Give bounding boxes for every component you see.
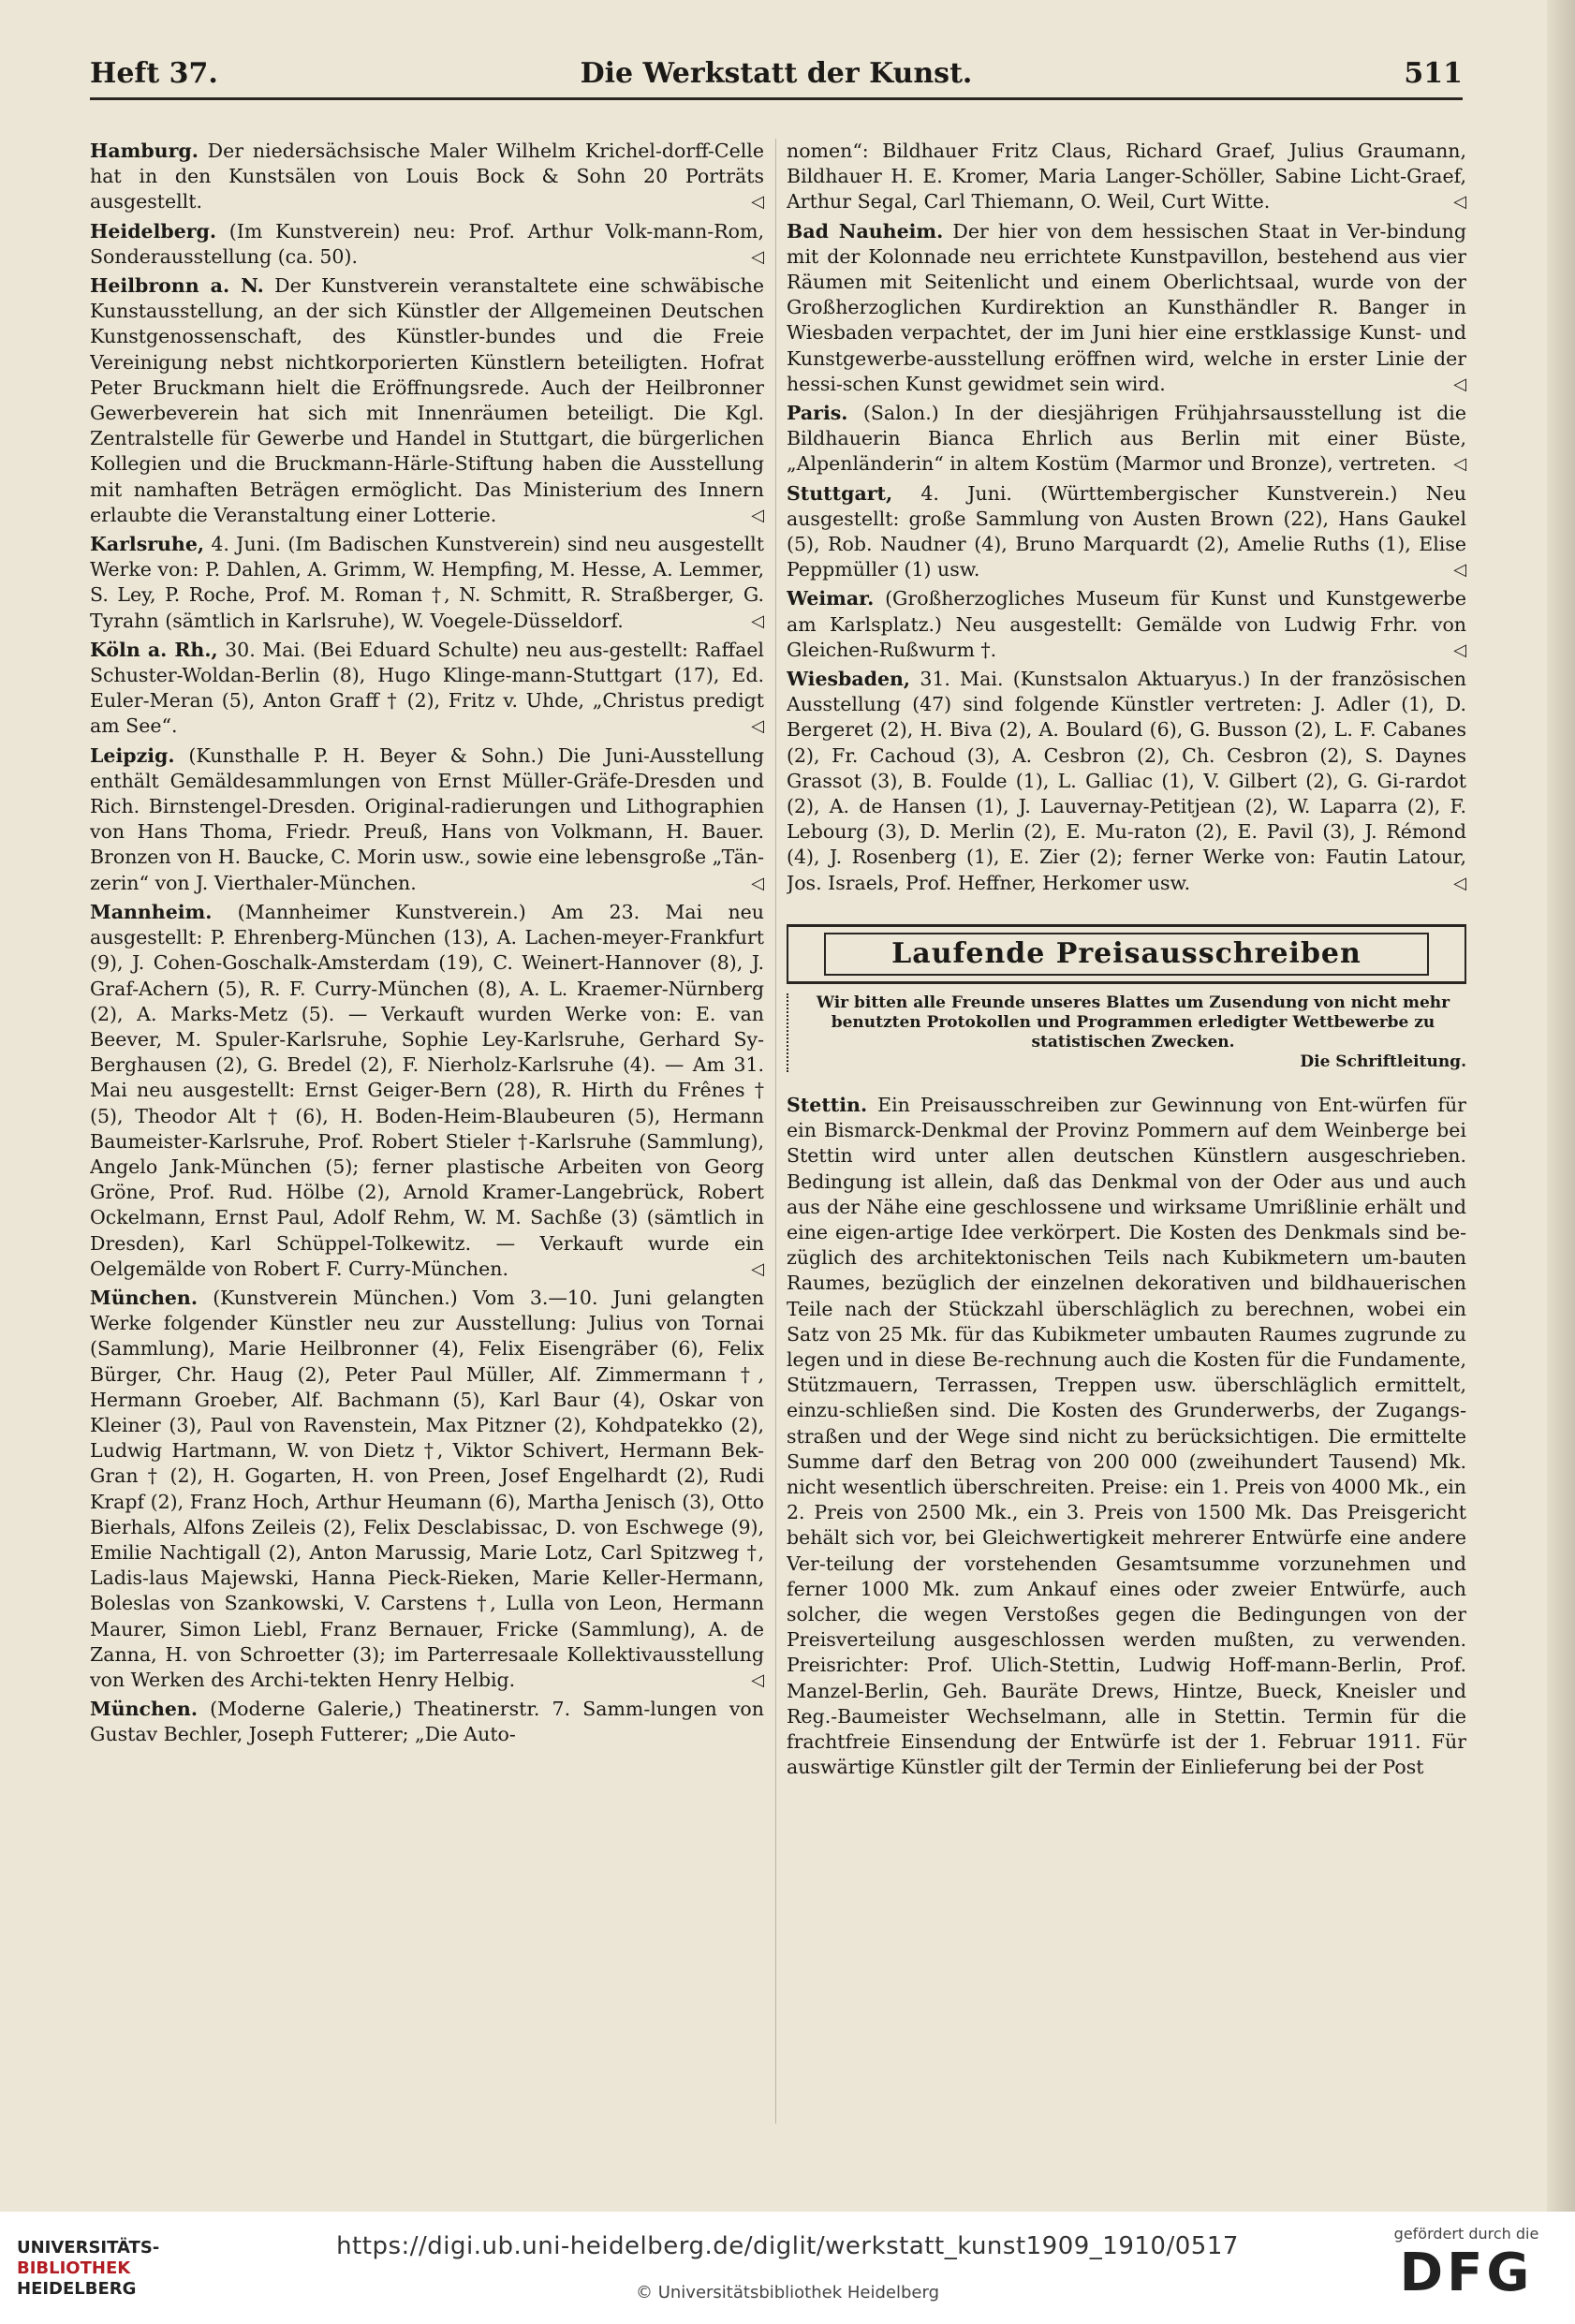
end-mark-icon: ◁	[1453, 454, 1466, 475]
news-entry	[787, 401, 1466, 478]
section-title-frame	[824, 933, 1429, 976]
news-entry	[787, 1093, 1466, 1780]
end-mark-icon: ◁	[1453, 192, 1466, 213]
entry-text: 31. Mai. (Kunstsalon Aktuaryus.) In der französischen Ausstellung (47) sind folgende Künstler vertreten: J. Adler (1), D. Bergeret (2), H. Biva (2), A. Boulard (6), G. Busson (2), L. F. Cabanes (2), Fr. Cachoud (3), A. Cesbron (2), Ch. Cesbron (2), S. Daynes Grassot (3), B. Foulde (1), L. Galliac (1), V. Gilbert (2), G. Gi-rardot (2), A. de Hansen (1), J. Lauvernay-Petitjean (2), W. Laparra (2), F. Lebourg (3), D. Merlin (2), E. Mu-raton (2), E. Pavil (3), J. Rémond (4), J. Rosenberg (1), E. Zier (2); ferner Werke von: Fautin Latour, Jos. Israels, Prof. Heffner, Herkomer usw.	[787, 668, 1466, 894]
entry-text: (Im Kunstverein) neu: Prof. Arthur Volk-mann-Rom, Sonderausstellung (ca. 50).	[90, 219, 764, 268]
entry-text: (Kunsthalle P. H. Beyer & Sohn.) Die Juni-Ausstellung enthält Gemäldesammlungen von Ernst Müller-Gräfe-Dresden und Rich. Birnstengel-Dresden. Original-radierungen und Lithographien von Hans Thoma, Friedr. Preuß, Hans von Volkmann, H. Bauer. Bronzen von H. Baucke, C. Morin usw., sowie eine lebensgroße „Tän-zerin“ von J. Vierthaler-München.	[90, 743, 764, 894]
entry-place: München.	[90, 1698, 198, 1721]
right-column	[787, 139, 1466, 2124]
entry-text: 4. Juni. (Württembergischer Kunstverein.) Neu ausgestellt: große Sammlung von Austen Brown (22), Hans Gaukel (5), Rob. Naudner (4), Bruno Marquardt (2), Amelie Ruths (1), Elise Peppmüller (1) usw.	[787, 481, 1466, 581]
entry-text: Der niedersächsische Maler Wilhelm Krichel-dorff-Celle hat in den Kunstsälen von Louis Bock & Sohn 20 Porträts ausgestellt.	[90, 140, 764, 213]
news-entry	[90, 743, 764, 896]
dfg-logo[interactable]	[1382, 2225, 1551, 2315]
end-mark-icon: ◁	[751, 1258, 764, 1279]
entry-text: nomen“: Bildhauer Fritz Claus, Richard Graef, Julius Graumann, Bildhauer H. E. Kromer, Maria Langer-Schöller, Sabine Licht-Graef, Arthur Segal, Carl Thiemann, O. Weil, Curt Witte.	[787, 140, 1466, 213]
end-mark-icon: ◁	[751, 192, 764, 213]
end-mark-icon: ◁	[751, 716, 764, 737]
end-mark-icon: ◁	[1453, 873, 1466, 893]
logo-line-3: HEIDELBERG	[17, 2279, 137, 2299]
news-entry	[90, 638, 764, 740]
end-mark-icon: ◁	[751, 873, 764, 893]
issue-number: Heft 37.	[90, 57, 218, 90]
news-entry	[90, 532, 764, 634]
news-entry	[787, 139, 1466, 215]
end-mark-icon: ◁	[751, 246, 764, 267]
viewer-footer	[0, 2212, 1575, 2324]
entry-place: Bad Nauheim.	[787, 219, 944, 243]
page-edge-shadow	[1547, 0, 1575, 2212]
news-entry	[90, 1697, 764, 1747]
left-column	[90, 139, 764, 2124]
end-mark-icon: ◁	[751, 505, 764, 525]
news-entry	[787, 667, 1466, 896]
funder-caption: gefördert durch die	[1393, 2225, 1539, 2243]
entry-place: Köln a. Rh.,	[90, 638, 218, 661]
funder-name: DFG	[1399, 2243, 1534, 2303]
entry-text: Der Kunstverein veranstaltete eine schwäbische Kunstausstellung, an der sich Künstler der Allgemeinen Deutschen Kunstgenossenschaft, des Künstler-bundes und die Freie Vereinigung nebst nichtkorporierten Künstlern beteiligten. Hofrat Peter Bruckmann hielt die Eröffnungsrede. Auch der Heilbronner Gewerbeverein hat sich mit Innenräumen beteiligt. Die Kgl. Zentralstelle für Gewerbe und Handel in Stuttgart, die bürgerlichen Kollegien und die Bruckmann-Härle-Stiftung haben die Ausstellung mit namhaften Beträgen ermöglicht. Das Ministerium des Innern erlaubte die Veranstaltung einer Lotterie.	[90, 274, 764, 526]
editorial-signature: Die Schriftleitung.	[1300, 1052, 1466, 1071]
entry-place: Leipzig.	[90, 743, 175, 767]
right-column-entries	[787, 139, 1466, 896]
news-entry	[90, 1286, 764, 1693]
box-rule-right	[1465, 927, 1466, 981]
end-mark-icon: ◁	[751, 610, 764, 631]
editorial-note-text: Wir bitten alle Freunde unseres Blattes um Zusendung von nicht mehr benutzten Protokollen und Programmen erledigter Wettbewerbe zu statistischen Zwecken.	[816, 993, 1450, 1052]
entry-place: Wiesbaden,	[787, 668, 911, 691]
running-head	[90, 49, 1463, 100]
logo-line-1: UNIVERSITÄTS-	[17, 2238, 160, 2258]
journal-title: Die Werkstatt der Kunst.	[580, 57, 973, 90]
entry-place: Karlsruhe,	[90, 533, 205, 556]
page-number: 511	[1404, 57, 1463, 90]
entry-place: Heilbronn a. N.	[90, 274, 264, 298]
section-header-box	[787, 924, 1466, 984]
box-rule-left	[787, 927, 788, 981]
column-rule	[775, 139, 776, 2124]
end-mark-icon: ◁	[751, 1669, 764, 1690]
logo-line-2: BIBLIOTHEK	[17, 2258, 131, 2278]
entry-place: Heidelberg.	[90, 219, 217, 243]
entry-text: Ein Preisausschreiben zur Gewinnung von Ent-würfen für ein Bismarck-Denkmal der Provinz Pommern auf dem Weinberge bei Stettin wird unter allen deutschen Künstlern ausgeschrieben. Bedingung ist allein, daß das Denkmal von der Oder aus und auch aus der Nähe eine geschlossene und wirksame Umrißlinie erhält und eine eigen-artige Idee verkörpert. Die Kosten des Denkmals sind be-züglich des architektonischen Teils nach Kubikmetern um-bauten Raumes, bezüglich der einzelnen dekorativen und bildhauerischen Teile nach der Stückzahl überschläglich zu berechnen, wobei ein Satz von 25 Mk. für das Kubikmeter umbauten Raumes zugrunde zu legen und in diese Be-rechnung auch die Kosten für die Fundamente, Stützmauern, Terrassen, Treppen usw. überschläglich ermittelt, einzu-schließen sind. Die Kosten des Grunderwerbs, der Zugangs-straßen und der Wege sind nicht zu berücksichtigen. Die ermittelte Summe darf den Betrag von 200 000 (zweihundert Tausend) Mk. nicht wesentlich überschreiten. Preise: ein 1. Preis von 4000 Mk., ein 2. Preis von 2500 Mk., ein 3. Preis von 1500 Mk. Das Preisgericht behält sich vor, bei Gleichwertigkeit mehrerer Entwürfe eine andere Ver-teilung der vorstehenden Gesamtsumme vorzunehmen und ferner 1000 Mk. zum Ankauf eines oder zweier Entwürfe, auch solcher, die wegen Verstoßes gegen die Bedingungen von der Preisverteilung ausgeschlossen werden mußten, zu verwenden. Preisrichter: Prof. Ulich-Stettin, Ludwig Hoff-mann-Berlin, Prof. Manzel-Berlin, Geh. Bauräte Drews, Hintze, Bueck, Kneisler und Reg.-Baumeister Wechselmann, alle in Stettin. Termin für die frachtfreie Einsendung der Entwürfe ist der 1. Februar 1911. Für auswärtige Künstler gilt der Termin der Einlieferung bei der Post	[787, 1093, 1466, 1779]
competition-entries	[787, 1093, 1466, 1780]
entry-text: (Kunstverein München.) Vom 3.—10. Juni gelangten Werke folgender Künstler neu zur Ausstellung: Julius von Tornai (Sammlung), Marie Heilbronner (4), Felix Eisengräber (6), Felix Bürger, Chr. Haug (2), Peter Paul Müller, Alf. Zimmermann †, Hermann Groeber, Alf. Bachmann (5), Karl Baur (4), Oskar von Kleiner (3), Paul von Ravenstein, Max Pitzner (2), Kohdpatekko (2), Ludwig Hartmann, W. von Dietz †, Viktor Schivert, Hermann Bek-Gran † (2), H. Gogarten, H. von Preen, Josef Engelhardt (2), Rudi Krapf (2), Franz Hoch, Arthur Heumann (6), Martha Jenisch (3), Otto Bierhals, Alfons Zeileis (2), Felix Desclabissac, D. von Eschwege (9), Emilie Nachtigall (2), Anton Marussig, Marie Lotz, Carl Spitzweg †, Ladis-laus Majewski, Hanna Pieck-Rieken, Marie Keller-Hermann, Boleslas von Szankowski, V. Carstens †, Lulla von Leon, Hermann Maurer, Simon Liebl, Franz Bernauer, Fricke (Sammlung), A. de Zanna, H. von Schroetter (3); im Parterresaale Kollektivausstellung von Werken des Archi-tekten Henry Helbig.	[90, 1286, 764, 1691]
news-entry	[90, 219, 764, 270]
entry-text: (Moderne Galerie,) Theatinerstr. 7. Samm-lungen von Gustav Bechler, Joseph Futterer; „Die Auto-	[90, 1698, 764, 1746]
entry-place: München.	[90, 1286, 198, 1309]
news-entry	[787, 481, 1466, 583]
news-entry	[787, 586, 1466, 663]
entry-text: 4. Juni. (Im Badischen Kunstverein) sind neu ausgestellt Werke von: P. Dahlen, A. Grimm, W. Hempfing, M. Hesse, A. Lemmer, S. Ley, P. Roche, Prof. M. Roman †, N. Schmitt, R. Straßberger, G. Tyrahn (sämtlich in Karlsruhe), W. Voegele-Düsseldorf.	[90, 533, 764, 632]
permalink-url[interactable]: https://digi.ub.uni-heidelberg.de/diglit/werkstatt_kunst1909_1910/0517	[336, 2232, 1239, 2260]
news-entry	[90, 273, 764, 528]
editorial-note	[787, 993, 1466, 1072]
entry-text: (Großherzogliches Museum für Kunst und Kunstgewerbe am Karlsplatz.) Neu ausgestellt: Gemälde von Ludwig Frhr. von Gleichen-Rußwurm †.	[787, 587, 1466, 661]
entry-place: Hamburg.	[90, 140, 199, 162]
entry-place: Stettin.	[787, 1093, 868, 1116]
entry-place: Paris.	[787, 402, 848, 425]
end-mark-icon: ◁	[1453, 640, 1466, 660]
end-mark-icon: ◁	[1453, 560, 1466, 581]
section-title: Laufende Preisausschreiben	[891, 937, 1362, 971]
entry-place: Stuttgart,	[787, 481, 893, 505]
entry-place: Weimar.	[787, 587, 875, 610]
news-entry	[787, 219, 1466, 397]
copyright-notice: © Universitätsbibliothek Heidelberg	[635, 2283, 939, 2302]
news-entry	[90, 139, 764, 215]
entry-text: (Salon.) In der diesjährigen Frühjahrsausstellung ist die Bildhauerin Bianca Ehrlich aus Berlin mit einer Büste, „Alpenländerin“ in altem Kostüm (Marmor und Bronze), vertreten.	[787, 402, 1466, 476]
entry-text: (Mannheimer Kunstverein.) Am 23. Mai neu ausgestellt: P. Ehrenberg-München (13), A. Lachen-meyer-Frankfurt (9), J. Cohen-Goschalk-Amsterdam (19), C. Weinert-Hannover (8), J. Graf-Achern (5), R. F. Curry-München (8), A. L. Kraemer-Nürnberg (2), A. Marks-Metz (5). — Verkauft wurden Werke von: E. van Beever, M. Spuler-Karlsruhe, Sophie Ley-Karlsruhe, Gerhard Sy-Berghausen (2), G. Bredel (2), F. Nierholz-Karlsruhe (4). — Am 31. Mai neu ausgestellt: Ernst Geiger-Bern (28), R. Hirth du Frênes † (5), Theodor Alt † (6), H. Boden-Heim-Blaubeuren (5), Hermann Baumeister-Karlsruhe, Prof. Robert Stieler †-Karlsruhe (Sammlung), Angelo Jank-München (5); ferner plastische Arbeiten von Georg Gröne, Prof. Rud. Hölbe (2), Arnold Kramer-Langebrück, Robert Ockelmann, Ernst Paul, Adolf Rehm, W. M. Sachße (3) (sämtlich in Dresden), Karl Schüppel-Tolkewitz. — Verkauft wurde ein Oelgemälde von Robert F. Curry-München.	[90, 900, 764, 1280]
entry-text: Der hier von dem hessischen Staat in Ver-bindung mit der Kolonnade neu errichtete Kunstpavillon, bestehend aus vier Räumen mit Seitenlicht und einem Oberlichtsaal, wurde von der Großherzoglichen Kurdirektion an Kunsthändler R. Banger in Wiesbaden verpachtet, der im Juni hier eine erstklassige Kunst- und Kunstgewerbe-ausstellung eröffnen wird, welche in erster Linie der hessi-schen Kunst gewidmet sein wird.	[787, 219, 1466, 395]
end-mark-icon: ◁	[1453, 374, 1466, 394]
entry-text: 30. Mai. (Bei Eduard Schulte) neu aus-gestellt: Raffael Schuster-Woldan-Berlin (8), Hugo Klinge-mann-Stuttgart (17), Ed. Euler-Meran (5), Anton Graff † (2), Fritz v. Uhde, „Christus predigt am See“.	[90, 638, 764, 738]
entry-place: Mannheim.	[90, 900, 213, 923]
news-entry	[90, 900, 764, 1282]
